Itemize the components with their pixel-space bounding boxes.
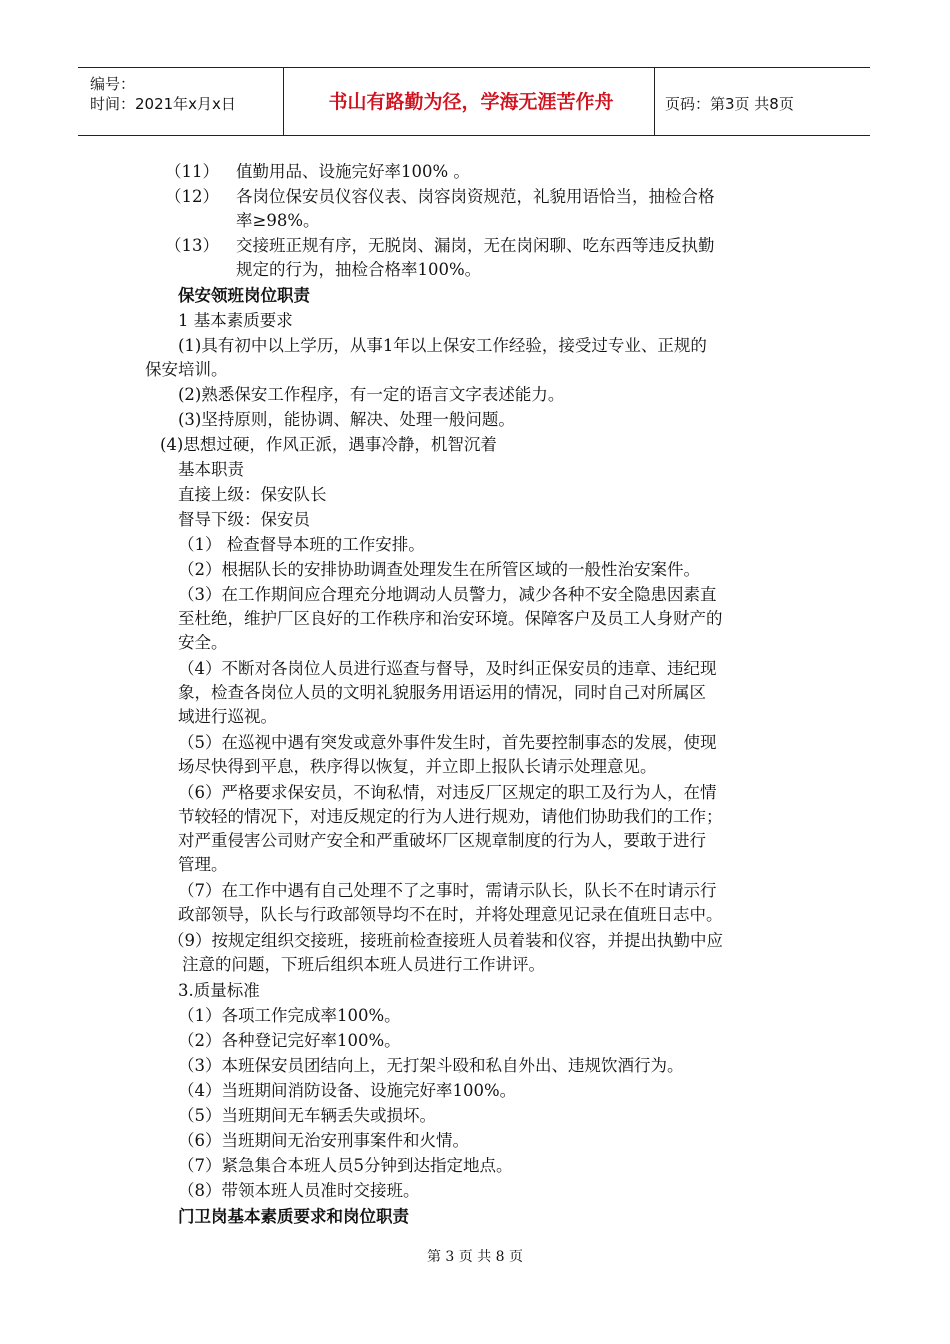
list-item-text: 交接班正规有序，无脱岗、漏岗，无在岗闲聊、吃东西等违反执勤 [236, 236, 715, 255]
paragraph-line: (4)思想过硬，作风正派，遇事冷静，机智沉着 [160, 435, 497, 454]
paragraph-line: 管理。 [178, 855, 228, 874]
paragraph-line: （1） 检查督导本班的工作安排。 [178, 535, 425, 554]
paragraph-line: 域进行巡视。 [178, 707, 277, 726]
paragraph-line: 节较轻的情况下，对违反规定的行为人进行规劝，请他们协助我们的工作； [178, 807, 723, 826]
paragraph-line: （6）严格要求保安员，不询私情，对违反厂区规定的职工及行为人，在情 [178, 783, 717, 802]
paragraph-line: （3）在工作期间应合理充分地调动人员警力，减少各种不安全隐患因素直 [178, 585, 717, 604]
paragraph-line: （4）当班期间消防设备、设施完好率100%。 [178, 1081, 517, 1100]
paragraph-line: （9）按规定组织交接班，接班前检查接班人员着装和仪容，并提出执勤中应 [168, 931, 723, 950]
paragraph-line: （2）各种登记完好率100%。 [178, 1031, 401, 1050]
list-item-continuation: 率≥98%。 [236, 211, 320, 230]
document-date-label: 时间：2021年x月x日 [90, 95, 236, 113]
header-divider-left [283, 67, 284, 135]
subordinate-line: 督导下级：保安员 [178, 510, 310, 529]
subsection-title: 1 基本素质要求 [178, 311, 293, 330]
list-item-text: 各岗位保安员仪容仪表、岗容岗资规范，礼貌用语恰当，抽检合格 [236, 187, 715, 206]
header-bottom-rule [78, 135, 870, 136]
paragraph-line: 政部领导，队长与行政部领导均不在时，并将处理意见记录在值班日志中。 [178, 905, 723, 924]
paragraph-line: （2）根据队长的安排协助调查处理发生在所管区域的一般性治安案件。 [178, 560, 700, 579]
paragraph-line: 象，检查各岗位人员的文明礼貌服务用语运用的情况，同时自己对所属区 [178, 683, 706, 702]
paragraph-line: （6）当班期间无治安刑事案件和火情。 [178, 1131, 469, 1150]
paragraph-line: 至杜绝，维护厂区良好的工作秩序和治安环境。保障客户及员工人身财产的 [178, 609, 723, 628]
page-number: 第 3 页 共 8 页 [426, 1249, 524, 1265]
list-item-continuation: 规定的行为，抽检合格率100%。 [236, 260, 482, 279]
paragraph-line: 场尽快得到平息，秩序得以恢复，并立即上报队长请示处理意见。 [178, 757, 657, 776]
list-item-number: （12） [165, 187, 219, 206]
paragraph-line: 注意的问题，下班后组织本班人员进行工作讲评。 [182, 955, 545, 974]
subsection-title: 3.质量标准 [178, 981, 260, 1000]
paragraph-line: （5）当班期间无车辆丢失或损坏。 [178, 1106, 436, 1125]
page-header [78, 67, 870, 135]
section-title: 门卫岗基本素质要求和岗位职责 [178, 1207, 409, 1226]
list-item-number: （11） [165, 162, 219, 181]
paragraph-line: (2)熟悉保安工作程序，有一定的语言文字表述能力。 [178, 385, 565, 404]
subsection-title: 基本职责 [178, 460, 244, 479]
paragraph-line: （3）本班保安员团结向上，无打架斗殴和私自外出、违规饮酒行为。 [178, 1056, 684, 1075]
header-page-label: 页码：第3页 共8页 [665, 95, 794, 113]
paragraph-line: (3)坚持原则，能协调、解决、处理一般问题。 [178, 410, 515, 429]
header-motto: 书山有路勤为径，学海无涯苦作舟 [328, 91, 614, 113]
section-title: 保安领班岗位职责 [178, 286, 310, 305]
paragraph-line: （7）紧急集合本班人员5分钟到达指定地点。 [178, 1156, 513, 1175]
superior-line: 直接上级：保安队长 [178, 485, 327, 504]
paragraph-line: （5）在巡视中遇有突发或意外事件发生时，首先要控制事态的发展，使现 [178, 733, 717, 752]
header-divider-right [654, 67, 655, 135]
paragraph-line: 安全。 [178, 633, 228, 652]
paragraph-line: 保安培训。 [145, 360, 228, 379]
paragraph-line: （1）各项工作完成率100%。 [178, 1006, 401, 1025]
header-top-rule [78, 67, 870, 68]
list-item-number: （13） [165, 236, 219, 255]
paragraph-line: 对严重侵害公司财产安全和严重破坏厂区规章制度的行为人，要敢于进行 [178, 831, 706, 850]
document-number-label: 编号： [90, 75, 136, 93]
paragraph-line: （8）带领本班人员准时交接班。 [178, 1181, 420, 1200]
paragraph-line: (1)具有初中以上学历，从事1年以上保安工作经验，接受过专业、正规的 [178, 336, 707, 355]
paragraph-line: （7）在工作中遇有自己处理不了之事时，需请示队长，队长不在时请示行 [178, 881, 717, 900]
page-footer [0, 1246, 950, 1266]
paragraph-line: （4）不断对各岗位人员进行巡查与督导，及时纠正保安员的违章、违纪现 [178, 659, 717, 678]
list-item-text: 值勤用品、设施完好率100% 。 [236, 162, 470, 181]
